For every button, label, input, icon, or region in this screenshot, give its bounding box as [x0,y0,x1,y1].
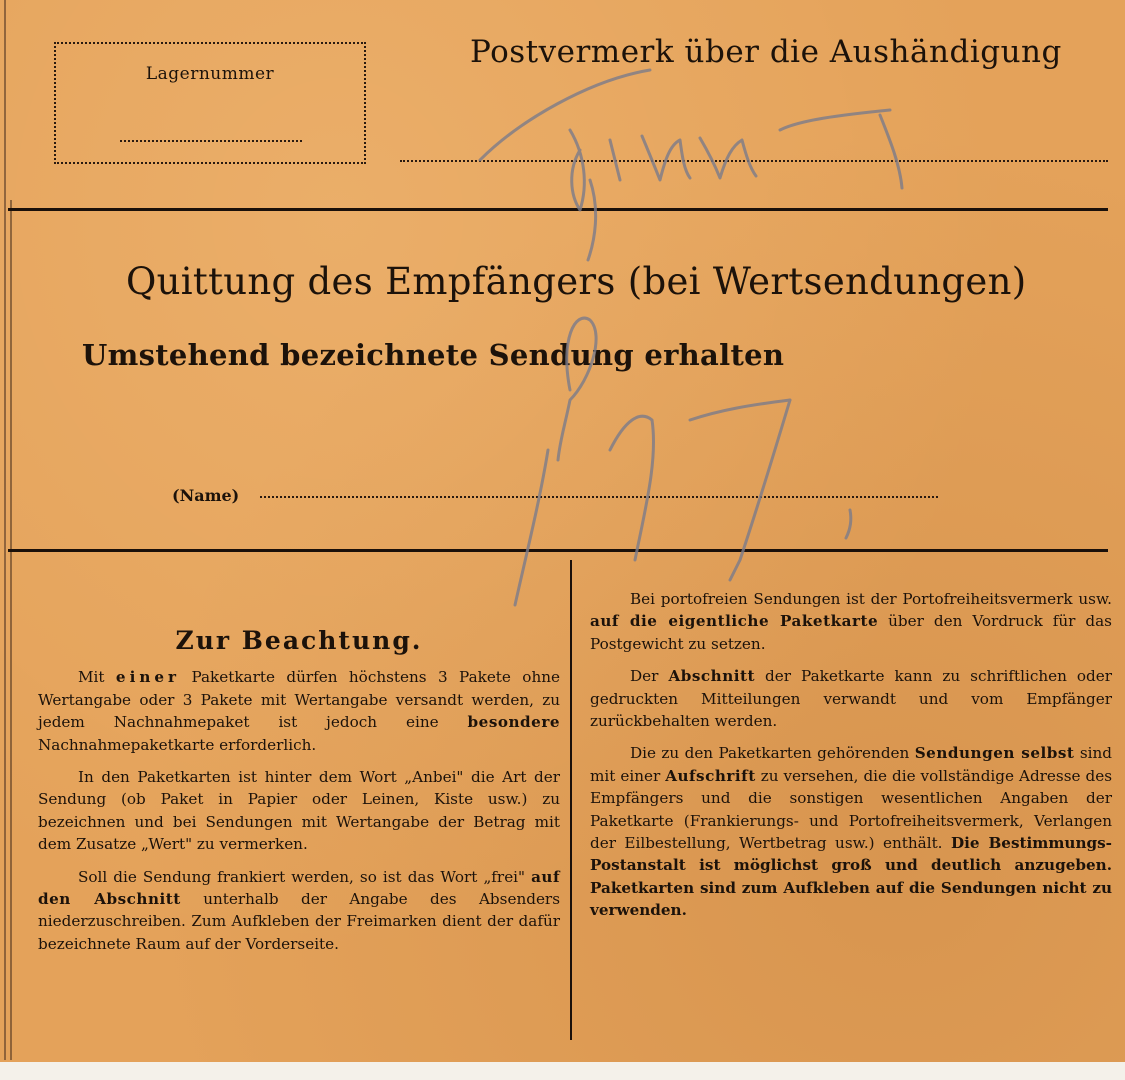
text-run: sind mit einer [590,744,1113,785]
emphasis-final-notice: Die Bestimmungs-Postanstalt ist möglichst groß und deutlich anzugeben. Paketkarten sind zum Aufkleben auf die Sendungen nicht zu verwenden. [590,834,1112,920]
card-bottom-margin [0,1062,1125,1080]
emphasis-aufschrift: Aufschrift [665,766,756,785]
hinweise-paragraph-1 [590,588,1112,655]
beachtung-paragraph-3 [38,866,560,956]
text-run: zu versehen, die die vollständige Adresse des Empfängers und die sonstigen wesentlichen Angaben der Paketkarte (Frankierungs- und Portofreiheitsvermerk, Verlangen der Eilbestellung, Wertbetrag usw.) enthält. [590,766,1112,853]
lagernummer-line [120,140,302,142]
quittung-title: Quittung des Empfängers (bei Wertsendungen) [126,260,1027,303]
emphasis-abschnitt: Abschnitt [668,667,756,686]
emphasis-sendungen-selbst: Sendungen selbst [914,744,1075,763]
beachtung-heading: Zur Beachtung. [175,626,423,655]
divider-rule-top [8,208,1108,211]
name-label: (Name) [172,486,240,505]
text-run: der Paketkarte kann zu schriftlichen oder gedruckten Mitteilungen verwandt und vom Empfänger zurückbehalten werden. [590,667,1112,731]
text-run: unterhalb der Angabe des Absenders niederzuschreiben. Zum Aufkleben der Freimarken dient der dafür bezeichnete Raum auf der Vorderseite. [38,890,560,953]
text-run: Mit [78,668,116,687]
lagernummer-box [54,42,366,164]
postvermerk-title: Postvermerk über die Aushändigung [470,34,1062,70]
emphasis-einer: einer [115,668,181,687]
text-run: Bei portofreien Sendungen ist der Portofreiheitsvermerk usw. [630,590,1112,608]
divider-rule-middle [8,549,1108,552]
column-divider [570,560,572,1040]
hinweise-column [590,588,1112,932]
text-run: Der [630,667,669,686]
emphasis-besondere: besondere [467,713,560,732]
text-run: Soll die Sendung frankiert werden, so ist das Wort „frei" [78,867,532,886]
emphasis-abschnitt: auf den Abschnitt [38,867,560,909]
text-run: Paketkarte dürfen höchstens 3 Pakete ohne Wertangabe oder 3 Pakete mit Wertangabe versandt werden, zu jedem Nachnahmepaket ist jedoch eine [38,668,560,732]
postvermerk-line [400,160,1108,162]
quittung-subtitle: Umstehend bezeichnete Sendung erhalten [82,338,785,372]
name-signature-line [260,496,938,498]
lagernummer-label: Lagernummer [145,64,275,84]
text-run: über den Vordruck für das Postgewicht zu setzen. [590,612,1112,653]
text-run: Die zu den Paketkarten gehörenden [630,744,915,763]
beachtung-paragraph-2: In den Paketkarten ist hinter dem Wort „Anbei" die Art der Sendung (ob Paket in Papier oder Leinen, Kiste usw.) zu bezeichnen und bei Sendungen mit Wertangabe der Betrag mit dem Zusatze „Wert" zu vermerken. [38,768,560,854]
beachtung-paragraph-1 [38,666,560,756]
card-left-edge [4,0,6,1060]
emphasis-paketkarte: auf die eigentliche Paketkarte [590,612,879,631]
text-run: Nachnahmepaketkarte erforderlich. [38,735,317,754]
hinweise-paragraph-2 [590,665,1112,732]
card-inner-left-line [10,200,12,1060]
hinweise-paragraph-3 [590,742,1112,921]
beachtung-column [38,626,560,965]
